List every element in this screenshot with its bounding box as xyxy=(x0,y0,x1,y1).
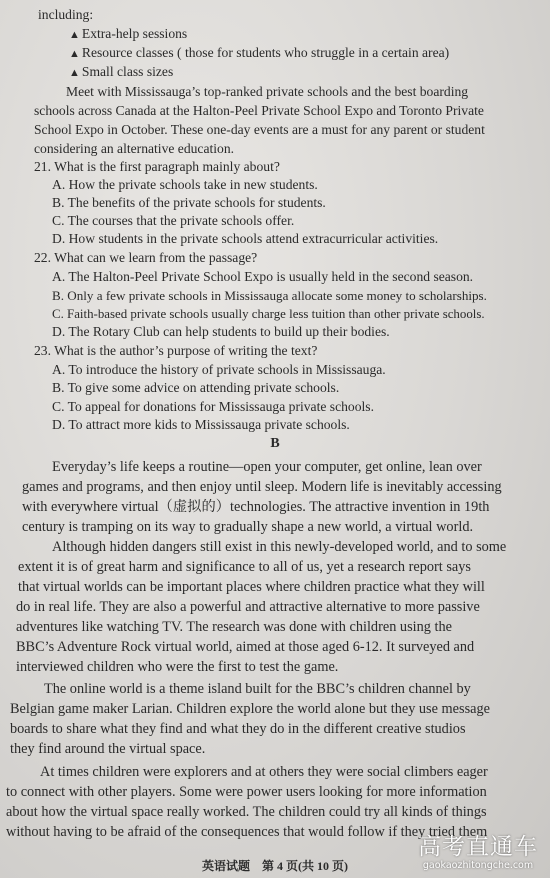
section-heading: B xyxy=(270,436,280,451)
paragraph-line: adventures like watching TV. The research was done with children using the xyxy=(16,619,452,635)
answer-option: D. To attract more kids to Mississauga private schools. xyxy=(52,417,350,432)
paragraph-line: At times children were explorers and at others they were social climbers eager xyxy=(40,764,488,780)
triangle-bullet-icon: ▲ xyxy=(69,48,80,60)
answer-option: A. The Halton-Peel Private School Expo is usually held in the second season. xyxy=(52,269,474,284)
question-stem: 23. What is the author’s purpose of writing the text? xyxy=(34,343,318,358)
paragraph-line: BBC’s Adventure Rock virtual world, aimed at those aged 6-12. It surveyed and xyxy=(16,639,475,655)
paragraph-line: games and programs, and then enjoy until sleep. Modern life is inevitably accessing xyxy=(22,479,502,495)
answer-option: B. To give some advice on attending private schools. xyxy=(52,380,340,395)
question-stem: 21. What is the first paragraph mainly about? xyxy=(34,159,280,174)
bullet-item: ▲ Resource classes ( those for students who struggle in a certain area) xyxy=(69,45,450,60)
question-stem: 22. What can we learn from the passage? xyxy=(34,250,258,265)
answer-option: C. The courses that the private schools offer. xyxy=(52,213,295,228)
watermark-url: gaokaozhitongche.com xyxy=(422,860,534,871)
paragraph-line: schools across Canada at the Halton-Peel Private School Expo and Toronto Private xyxy=(34,103,484,118)
triangle-bullet-icon: ▲ xyxy=(69,29,80,41)
paragraph-line: considering an alternative education. xyxy=(34,141,235,156)
paragraph-line: Although hidden dangers still exist in this newly-developed world, and to some xyxy=(52,539,507,555)
paragraph-line: century is tramping on its way to gradually shape a new world, a virtual world. xyxy=(22,519,474,535)
paragraph-line: Belgian game maker Larian. Children explore the world alone but they use message xyxy=(10,701,490,717)
paragraph-line: to connect with other players. Some were power users looking for more information xyxy=(6,784,487,800)
paragraph-line: School Expo in October. These one-day events are a must for any parent or student xyxy=(34,122,485,137)
paragraph-line: without having to be afraid of the consequences that would follow if they tried them xyxy=(6,824,488,840)
answer-option: D. The Rotary Club can help students to build up their bodies. xyxy=(52,324,390,339)
answer-option: D. How students in the private schools attend extracurricular activities. xyxy=(52,231,439,246)
paragraph-line: extent it is of great harm and significance to all of us, yet a research report says xyxy=(18,559,471,575)
paragraph-line: The online world is a theme island built for the BBC’s children channel by xyxy=(44,681,471,697)
paragraph-line: do in real life. They are also a powerful and attractive alternative to more passive xyxy=(16,599,480,615)
answer-option: A. How the private schools take in new students. xyxy=(52,177,318,192)
watermark xyxy=(418,834,538,872)
triangle-bullet-icon: ▲ xyxy=(69,67,80,79)
bullet-item: ▲ Extra-help sessions xyxy=(69,26,188,41)
watermark-title: 高考直通车 xyxy=(418,834,538,860)
intro-tail: including: xyxy=(38,7,94,22)
paragraph-line: with everywhere virtual（虚拟的）technologies. The attractive invention in 19th xyxy=(22,499,490,515)
bullet-item: ▲ Small class sizes xyxy=(69,64,174,79)
paragraph-line: Everyday’s life keeps a routine—open your computer, get online, lean over xyxy=(52,459,482,475)
paragraph-line: Meet with Mississauga’s top-ranked private schools and the best boarding xyxy=(66,84,469,99)
answer-option: A. To introduce the history of private schools in Mississauga. xyxy=(52,362,386,377)
answer-option: B. Only a few private schools in Mississauga allocate some money to scholarships. xyxy=(52,288,487,303)
paragraph-line: boards to share what they find and what they do in the different creative studios xyxy=(10,721,466,737)
paragraph-line: interviewed children who were the first to test the game. xyxy=(16,659,339,675)
page-footer: 英语试题 第 4 页(共 10 页) xyxy=(202,859,348,873)
answer-option: C. Faith-based private schools usually charge less tuition than other private schools. xyxy=(52,307,485,321)
paragraph-line: they find around the virtual space. xyxy=(10,741,206,757)
paragraph-line: about how the virtual space really worked. The children could try all kinds of things xyxy=(6,804,487,820)
paragraph-line: that virtual worlds can be important places where children practice what they will xyxy=(18,579,485,595)
answer-option: C. To appeal for donations for Mississauga private schools. xyxy=(52,399,374,414)
answer-option: B. The benefits of the private schools for students. xyxy=(52,195,326,210)
